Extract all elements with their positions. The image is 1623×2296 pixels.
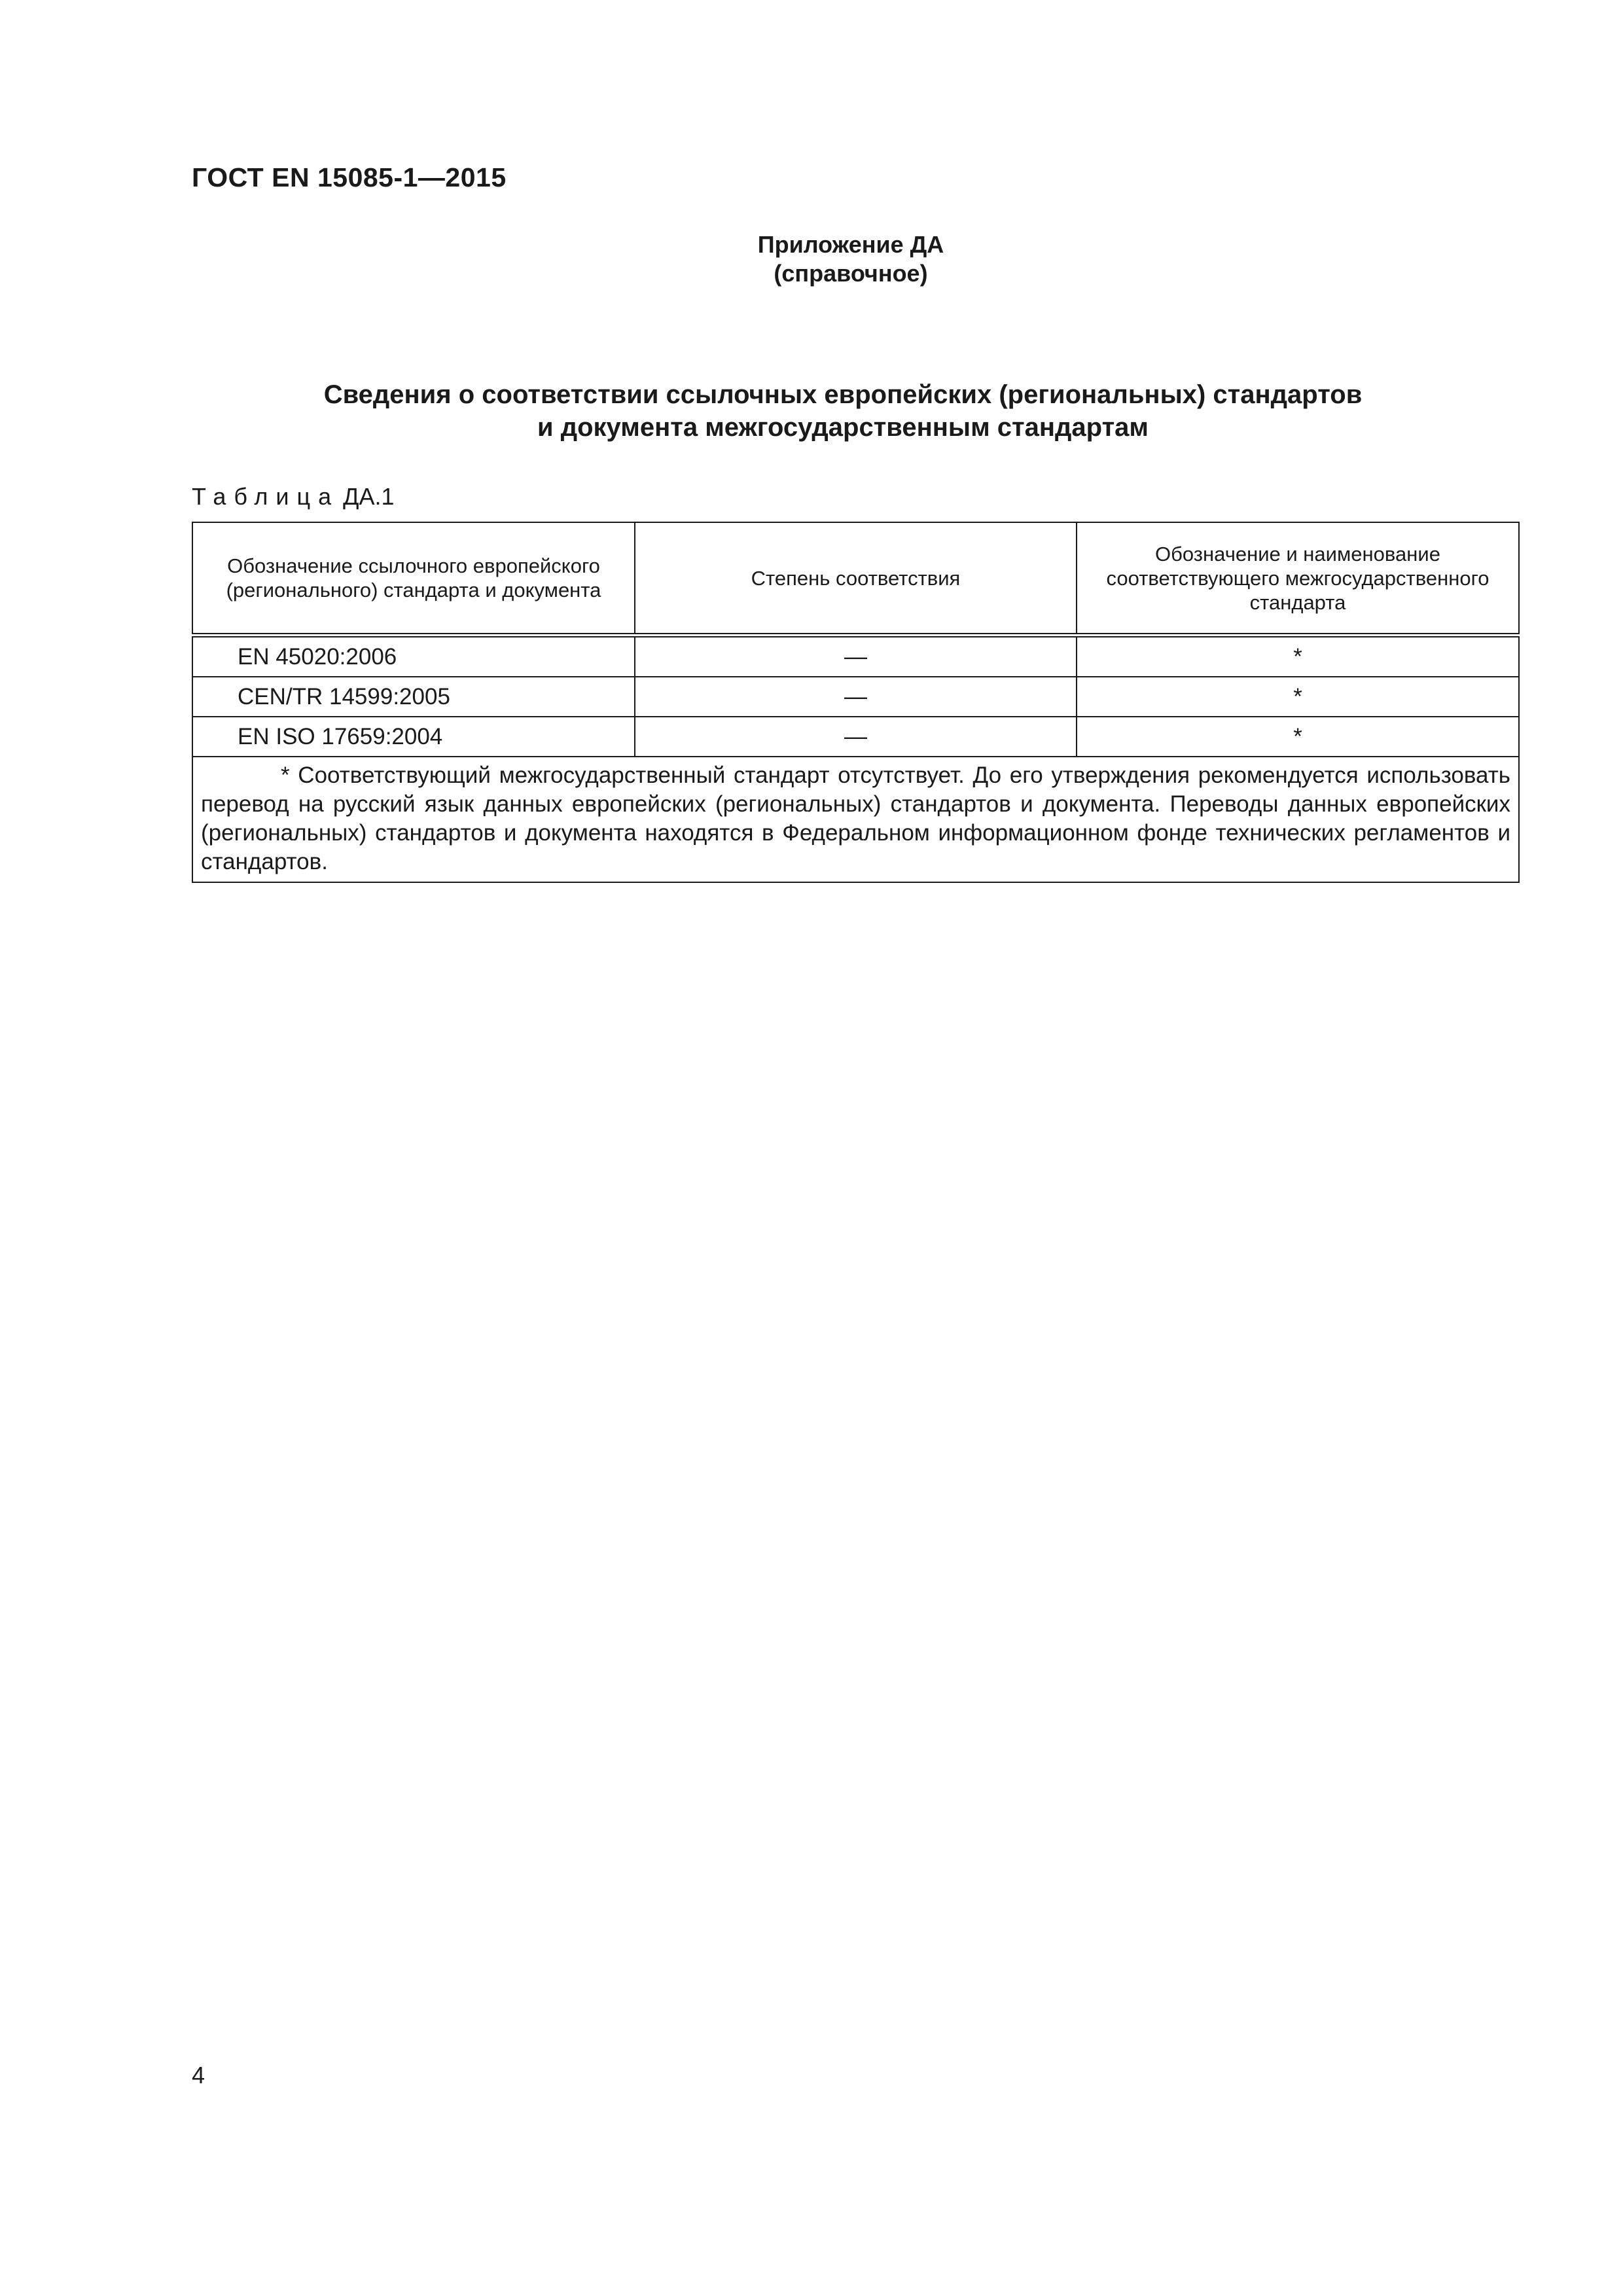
- appendix-subtitle: (справочное): [774, 260, 928, 287]
- table-header-row: [192, 522, 1519, 636]
- table-row: [192, 636, 1519, 677]
- section-title-line-1: Сведения о соответствии ссылочных европейских (региональных) стандартов: [323, 380, 1363, 409]
- degree-cell: —: [635, 636, 1077, 677]
- table-row: [192, 717, 1519, 757]
- section-title-line-2: и документа межгосударственным стандартам: [537, 413, 1149, 442]
- interstate-cell: *: [1077, 636, 1519, 677]
- document-code: ГОСТ EN 15085-1—2015: [192, 162, 507, 192]
- interstate-cell: *: [1077, 717, 1519, 757]
- table-caption-number: ДА.1: [343, 483, 395, 510]
- reference-cell: EN 45020:2006: [192, 636, 635, 677]
- degree-cell: —: [635, 717, 1077, 757]
- section-title: [192, 378, 1494, 444]
- header-degree-of-conformity: Степень соответствия: [635, 522, 1077, 636]
- appendix-title: Приложение ДА: [757, 231, 944, 258]
- table-footnote-row: [192, 757, 1519, 882]
- interstate-cell: *: [1077, 677, 1519, 717]
- degree-cell: —: [635, 677, 1077, 717]
- correspondence-table: [192, 522, 1520, 883]
- reference-cell: EN ISO 17659:2004: [192, 717, 635, 757]
- header-interstate-standard: Обозначение и наименование соответствующего межгосударственного стандарта: [1077, 522, 1519, 636]
- table-row: [192, 677, 1519, 717]
- appendix-heading: [720, 230, 982, 288]
- reference-cell: CEN/TR 14599:2005: [192, 677, 635, 717]
- table-caption-label: Таблица: [192, 483, 340, 510]
- table-footnote: * Соответствующий межгосударственный стандарт отсутствует. До его утверждения рекомендуется использовать перевод на русский язык данных европейских (региональных) стандартов и документа. Переводы данных европейских (региональных) стандартов и документа находятся в Федеральном информационном фонде технических регламентов и стандартов.: [192, 757, 1519, 882]
- table-caption: [192, 483, 395, 511]
- header-reference-standard: Обозначение ссылочного европейского (регионального) стандарта и документа: [192, 522, 635, 636]
- page-number: 4: [192, 2062, 205, 2089]
